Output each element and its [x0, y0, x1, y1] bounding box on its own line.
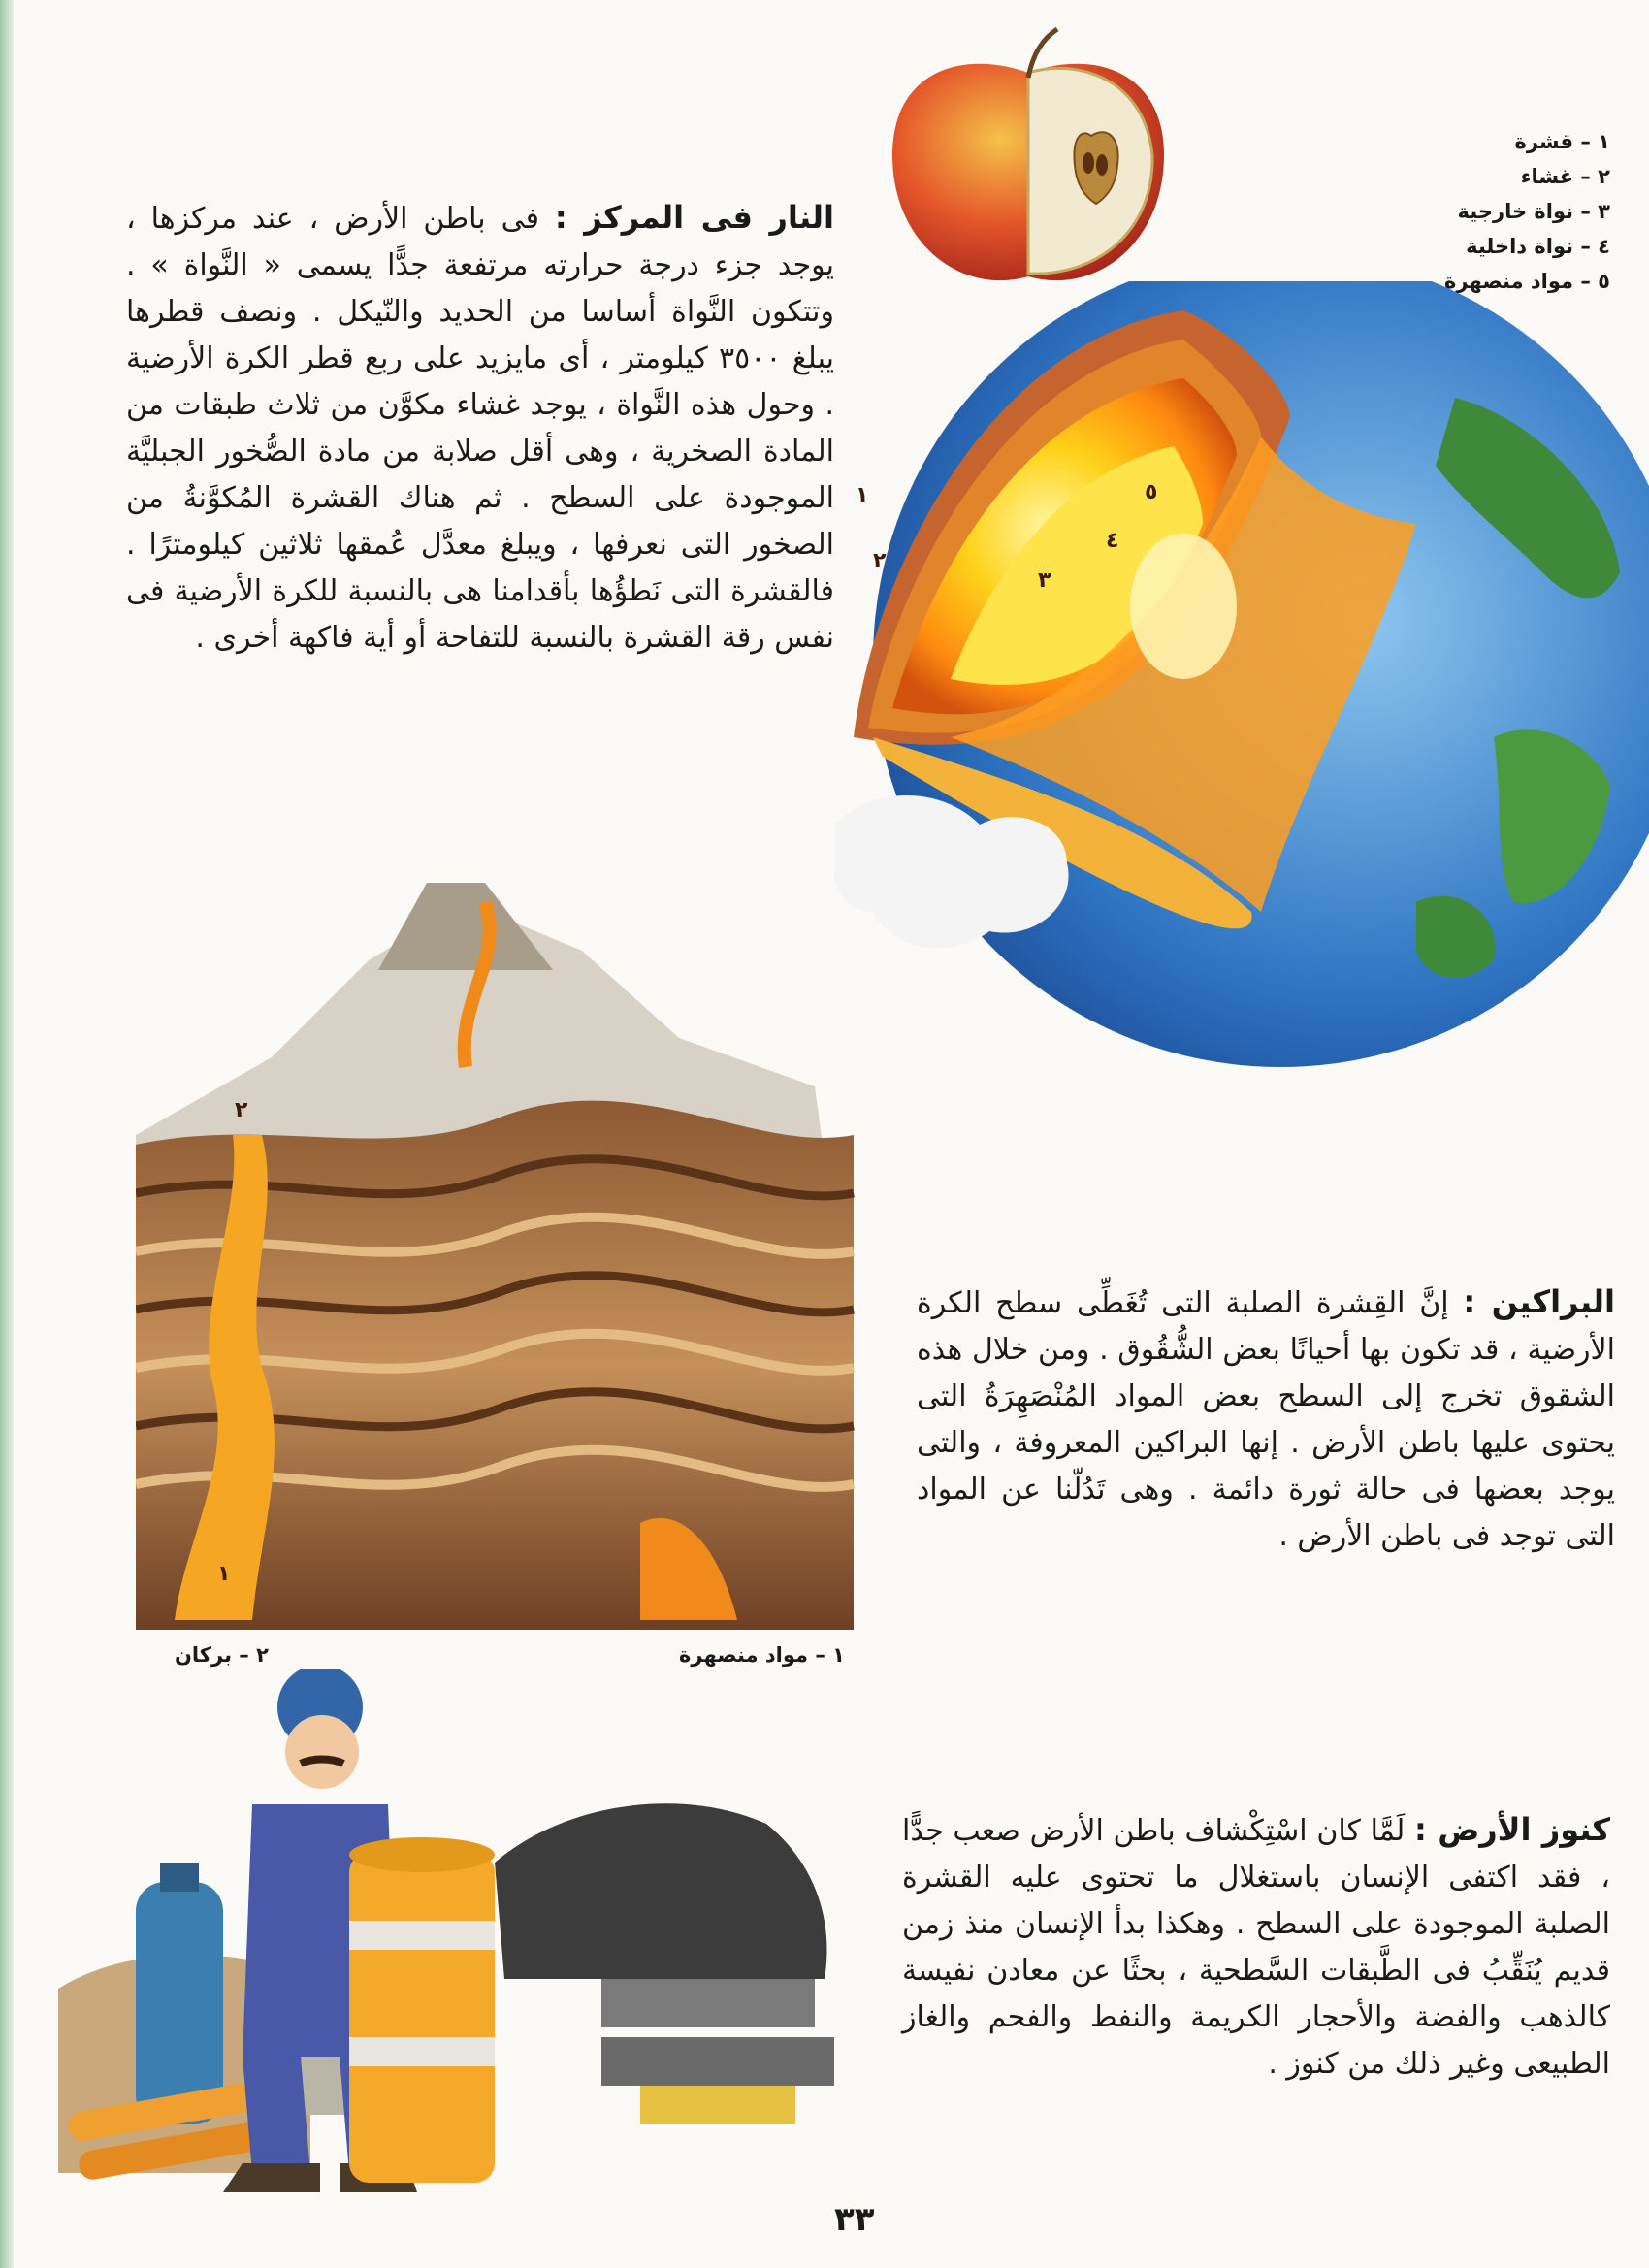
volcano-label-1: ١: [217, 1562, 231, 1586]
miner-treasures-illustration: [58, 1669, 902, 2212]
page-number: ٣٣: [834, 2200, 875, 2239]
core-section: [126, 194, 834, 662]
apple-illustration: [873, 19, 1183, 301]
earth-label-1: ١: [856, 483, 869, 507]
legend-item: ٥ – مواد منصهرة: [1444, 270, 1610, 293]
volcano-caption-item-1: ١ – مواد منصهرة: [679, 1643, 845, 1667]
treasure-body: لَمَّا كان اسْتِكْشاف باطن الأرض صعب جدًّا ، فقد اكتفى الإنسان باستغلال ما تحتوى عليه القشرة الصلبة الموجودة على السطح . وهكذا بدأ الإنسان منذ زمن قديم يُنَقِّبُ فى الطَّبقات السَّطحية ، بحثًا عن معادن نفيسة كالذهب والفضة والأحجار الكريمة والنفط والفحم والغاز الطبيعى وغير ذلك من كنوز .: [902, 1814, 1610, 2081]
treasure-heading: كنوز الأرض :: [1414, 1811, 1611, 1848]
earth-label-4: ٤: [1106, 529, 1119, 553]
volcano-label-2: ٢: [235, 1098, 248, 1122]
treasure-section: [902, 1806, 1610, 2088]
volcano-illustration: [136, 844, 873, 1639]
earth-label-2: ٢: [873, 549, 887, 573]
legend-item: ١ – قشرة: [1514, 130, 1610, 153]
core-heading: النار فى المركز :: [554, 199, 834, 236]
core-body: فى باطن الأرض ، عند مركزها ، يوجد جزء درجة حرارته مرتفعة جدًّا يسمى « النَّواة » . وتتكون النَّواة أساسا من الحديد والنّيكل . ونصف قطرها يبلغ ٣٥٠٠ كيلومتر ، أى مايزيد على ربع قطر الكرة الأرضية . وحول هذه النَّواة ، يوجد غشاء مكوَّن من ثلاث طبقات من المادة الصخرية ، وهى أقل صلابة من مادة الصُّخور الجبليَّة الموجودة على السطح . ثم هناك القشرة المُكوَّنةُ من الصخور التى نعرفها ، ويبلغ معدَّل عُمقها ثلاثين كيلومترًا . فالقشرة التى نَطؤُها بأقدامنا هى بالنسبة للكرة الأرضية فى نفس رقة القشرة بالنسبة للتفاحة أو أية فاكهة أخرى .: [126, 202, 834, 655]
volcano-caption-item-2: ٢ – بركان: [175, 1643, 269, 1667]
legend-item: ٣ – نواة خارجية: [1457, 200, 1610, 223]
volcano-body: إنَّ القِشرة الصلبة التى تُغَطِّى سطح الكرة الأرضية ، قد تكون بها أحيانًا بعض الشُّقُوق . ومن خلال هذه الشقوق تخرج إلى السطح بعض المواد المُنْصَهِرَةُ التى يحتوى عليها باطن الأرض . إنها البراكين المعروفة ، والتى يوجد بعضها فى حالة ثورة دائمة . وهى تَدُلّنا عن المواد التى توجد فى باطن الأرض .: [917, 1286, 1615, 1553]
volcano-heading: البراكين :: [1463, 1283, 1615, 1320]
legend-item: ٢ – غشاء: [1520, 165, 1610, 188]
earth-label-3: ٣: [1038, 568, 1051, 593]
earth-legend: [1339, 124, 1610, 299]
earth-label-5: ٥: [1145, 480, 1158, 504]
legend-item: ٤ – نواة داخلية: [1466, 235, 1610, 258]
earth-cross-section-illustration: [834, 281, 1649, 1116]
page-edge-strip: [0, 0, 14, 2268]
volcano-section: [917, 1279, 1615, 1560]
